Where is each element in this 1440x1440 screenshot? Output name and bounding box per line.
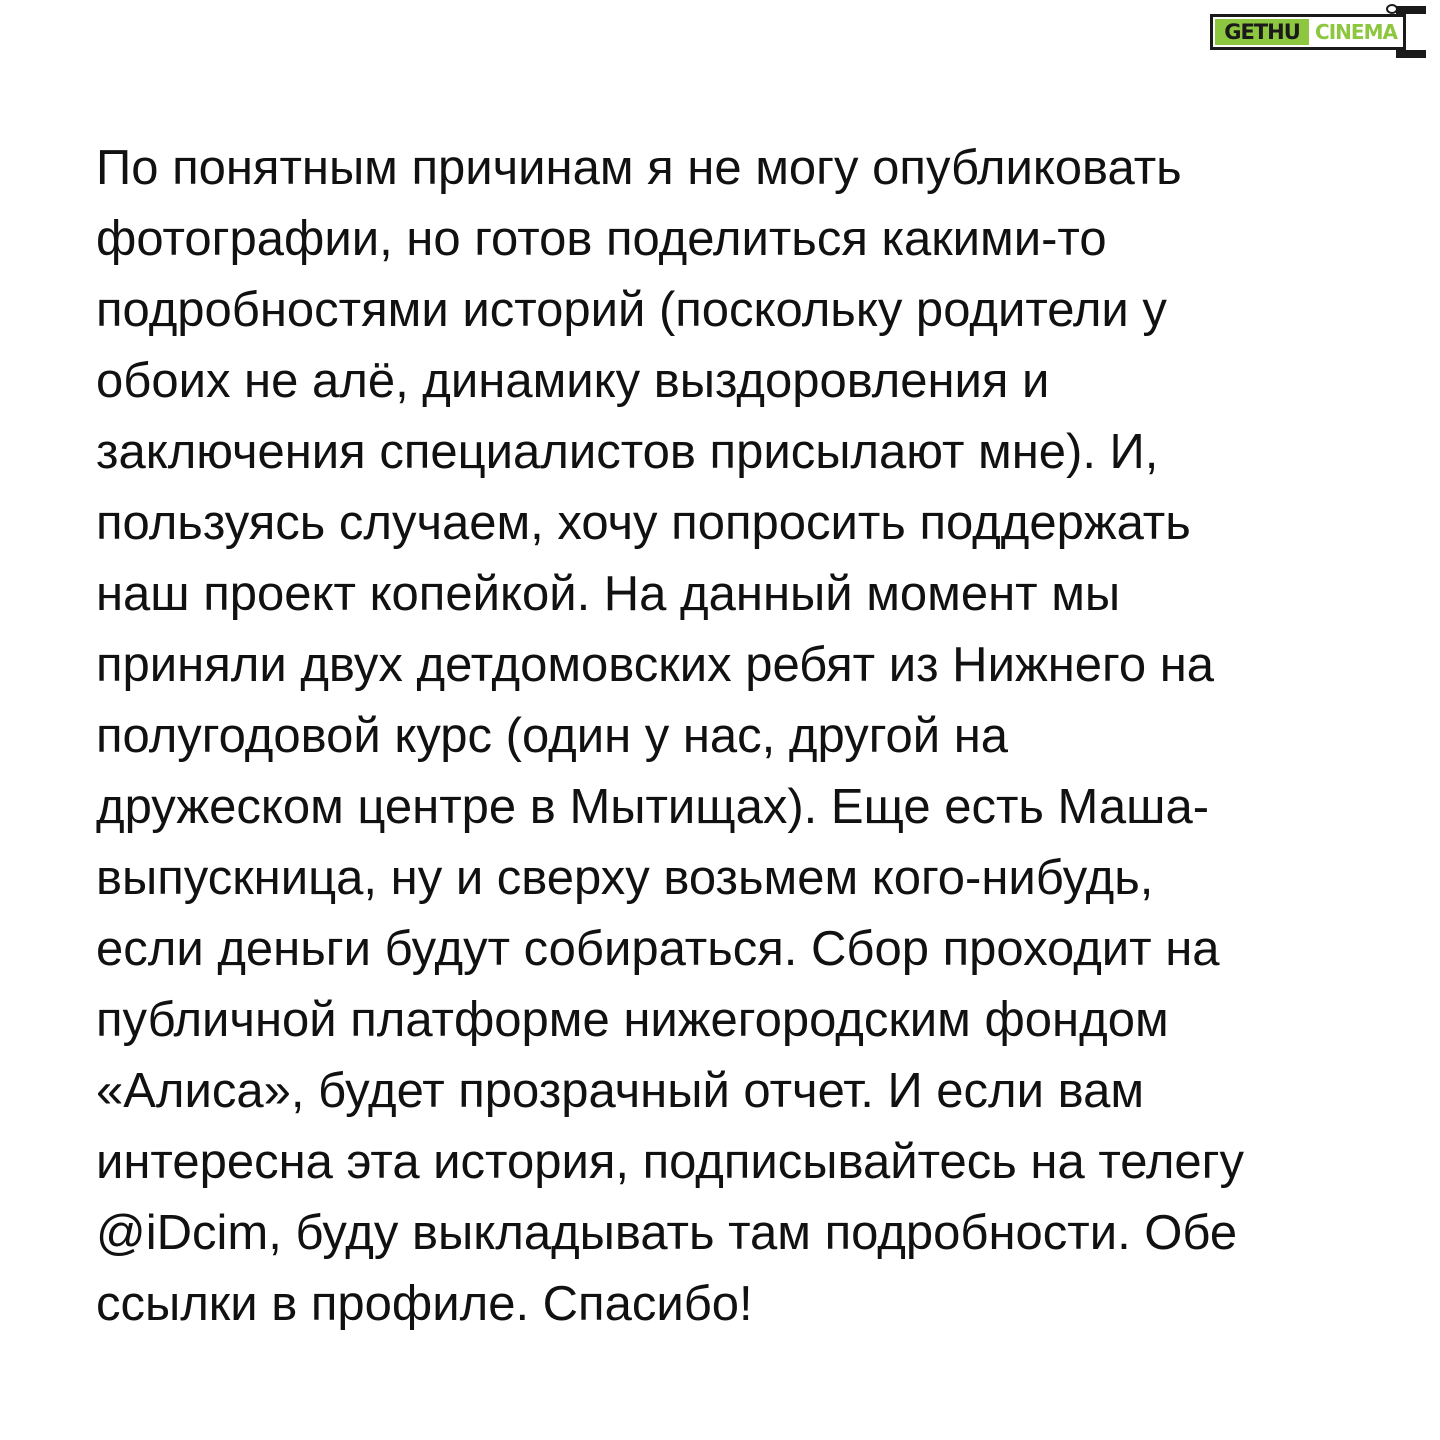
watermark-logo <box>1210 4 1426 56</box>
text-line: приняли двух детдомовских ребят из Нижнего на <box>96 638 1215 692</box>
film-strip-bottom-icon <box>1396 50 1426 58</box>
text-line: заключения специалистов присылают мне). И, <box>96 425 1159 479</box>
text-line: наш проект копейкой. На данный момент мы <box>96 567 1121 621</box>
text-line: фотографии, но готов поделиться какими-то <box>96 212 1107 266</box>
text-line: @iDcim, буду выкладывать там подробности. Обе <box>96 1206 1238 1260</box>
text-line: публичной платформе нижегородским фондом <box>96 993 1169 1047</box>
text-line: подробностями историй (поскольку родители у <box>96 283 1167 337</box>
text-line: дружеском центре в Мытищах). Еще есть Маша- <box>96 780 1210 834</box>
text-line: По понятным причинам я не могу опубликовать <box>96 141 1182 195</box>
film-strip-icon <box>1396 6 1426 14</box>
text-line: «Алиса», будет прозрачный отчет. И если вам <box>96 1064 1145 1118</box>
text-line: если деньги будут собираться. Сбор проходит на <box>96 922 1220 976</box>
text-line: ссылки в профиле. Спасибо! <box>96 1277 753 1331</box>
text-line: выпускница, ну и сверху возьмем кого-нибудь, <box>96 851 1154 905</box>
text-line: полугодовой курс (один у нас, другой на <box>96 709 1009 763</box>
post-text <box>96 133 1396 1340</box>
logo-text-right: CINEMA <box>1315 20 1397 44</box>
text-line: обоих не алё, динамику выздоровления и <box>96 354 1050 408</box>
logo-text-left: GETHU <box>1215 19 1309 45</box>
text-line: интересна эта история, подписывайтесь на телегу <box>96 1135 1245 1189</box>
text-line: пользуясь случаем, хочу попросить поддержать <box>96 496 1191 550</box>
logo-frame <box>1210 14 1406 50</box>
